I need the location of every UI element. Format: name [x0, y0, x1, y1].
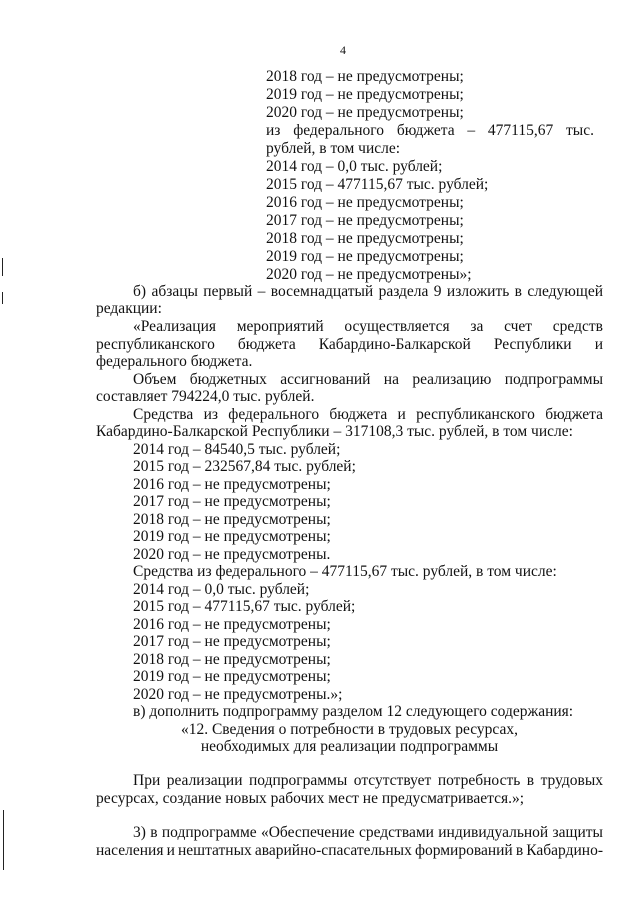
word: мероприятий	[236, 318, 324, 335]
funds-line1	[133, 406, 603, 423]
word: изложить	[446, 283, 510, 300]
word: республиканского	[96, 336, 215, 353]
word: бюджета	[237, 336, 296, 353]
item3-line2	[96, 842, 603, 859]
para-b-line1	[133, 283, 603, 300]
word: –	[257, 283, 266, 300]
word: 9	[433, 283, 442, 300]
scan-edge-mark	[2, 258, 3, 276]
line-2019-d: 2019 год – не предусмотрены;	[133, 668, 331, 685]
word: Кабардино-Балкарской	[318, 336, 471, 353]
word: 477115,67	[487, 122, 554, 139]
word: федерального	[228, 406, 320, 423]
line-2020-b: 2020 год – не предусмотрены»;	[266, 266, 472, 283]
labor-line1	[133, 772, 603, 789]
line-2018-c: 2018 год – не предусмотрены;	[133, 511, 331, 528]
word: из	[203, 406, 219, 423]
item3-line1	[133, 824, 603, 841]
line-2018-d: 2018 год – не предусмотрены;	[133, 651, 331, 668]
word: республиканского	[416, 406, 535, 423]
line-2018-b: 2018 год – не предусмотрены;	[266, 230, 464, 247]
scan-edge-mark	[2, 292, 3, 304]
line-2017-b: 2017 год – не предусмотрены;	[133, 493, 331, 510]
word: следующей	[527, 283, 603, 300]
line-rubles-a: рублей, в том числе:	[266, 140, 401, 157]
word: б)	[133, 283, 147, 300]
word: подпрограмме	[161, 824, 257, 841]
word: отсутствует	[353, 772, 432, 789]
word: защиты	[552, 824, 603, 841]
page-number: 4	[340, 43, 346, 57]
word: тыс.	[566, 122, 594, 139]
line-2020-c: 2020 год – не предусмотрены.	[133, 546, 331, 563]
line-2020-a: 2020 год – не предусмотрены;	[266, 104, 464, 121]
word: Республики	[493, 336, 572, 353]
word: федерального	[293, 122, 385, 139]
line-2019-b: 2019 год – не предусмотрены;	[266, 248, 464, 265]
word: Кабардино-	[526, 842, 603, 859]
word: подпрограммы	[504, 371, 603, 388]
line-2019-a: 2019 год – не предусмотрены;	[266, 86, 464, 103]
word: первый	[203, 283, 253, 300]
word: формирований	[414, 842, 513, 859]
quote-line1	[133, 318, 603, 335]
para-b-line2: редакции:	[96, 300, 162, 317]
word: осуществляется	[344, 318, 450, 335]
word: трудовых	[540, 772, 603, 789]
word: бюджета	[329, 406, 388, 423]
line-2016-c: 2016 год – не предусмотрены;	[133, 616, 331, 633]
word: аварийно-спасательных	[254, 842, 412, 859]
word: реализацию	[412, 371, 492, 388]
word: на	[383, 371, 399, 388]
line-2016-a: 2016 год – не предусмотрены;	[266, 194, 464, 211]
word: Средства	[133, 406, 194, 423]
funds-line2: Кабардино-Балкарской Республики – 317108,3 тыс. рублей, в том числе:	[96, 423, 573, 440]
section-heading-line1: «12. Сведения о потребности в трудовых ресурсах,	[180, 721, 519, 738]
word: абзацы	[151, 283, 198, 300]
word: восемнадцатый	[270, 283, 374, 300]
word: за	[470, 318, 484, 335]
word: в	[514, 283, 522, 300]
word: бюджета	[396, 122, 455, 139]
line-2017-c: 2017 год – не предусмотрены;	[133, 633, 331, 650]
word: «Реализация	[133, 318, 217, 335]
volume-line1	[133, 371, 603, 388]
line-2018-a: 2018 год – не предусмотрены;	[266, 68, 464, 85]
line-2014-c: 2014 год – 0,0 тыс. рублей;	[133, 581, 310, 598]
word: в	[515, 842, 524, 859]
word: счет	[504, 318, 533, 335]
line-item-v: в) дополнить подпрограмму разделом 12 следующего содержания:	[133, 703, 574, 720]
word: При	[133, 772, 161, 789]
labor-line2: ресурсах, создание новых рабочих мест не предусматривается.»;	[96, 790, 525, 807]
word: индивидуальной	[438, 824, 549, 841]
word: –	[467, 122, 476, 139]
word: и	[166, 842, 175, 859]
line-federal-b: Средства из федерального – 477115,67 тыс. рублей, в том числе:	[133, 563, 557, 580]
line-federal-a	[266, 122, 594, 139]
word: нештатных	[177, 842, 252, 859]
word: 3)	[133, 824, 146, 841]
word: «Обеспечение	[260, 824, 355, 841]
line-2015-b: 2015 год – 232567,84 тыс. рублей;	[133, 458, 356, 475]
word: реализации	[166, 772, 243, 789]
line-2019-c: 2019 год – не предусмотрены;	[133, 528, 331, 545]
word: потребность	[437, 772, 521, 789]
word: ассигнований	[280, 371, 371, 388]
volume-line2: составляет 794224,0 тыс. рублей.	[96, 388, 315, 405]
word: и	[594, 336, 603, 353]
line-2016-b: 2016 год – не предусмотрены;	[133, 476, 331, 493]
word: из	[266, 122, 281, 139]
word: в	[526, 772, 535, 789]
section-heading-line2: необходимых для реализации подпрограммы	[200, 738, 499, 755]
word: и	[397, 406, 406, 423]
line-2017-a: 2017 год – не предусмотрены;	[266, 212, 464, 229]
word: бюджета	[545, 406, 603, 423]
line-2014-b: 2014 год – 84540,5 тыс. рублей;	[133, 441, 341, 458]
scan-edge-mark	[3, 810, 4, 870]
word: подпрограммы	[248, 772, 348, 789]
line-2020-d: 2020 год – не предусмотрены.»;	[133, 686, 343, 703]
quote-line2	[96, 336, 603, 353]
word: средствами	[358, 824, 434, 841]
line-2015-c: 2015 год – 477115,67 тыс. рублей;	[133, 598, 356, 615]
word: раздела	[378, 283, 429, 300]
quote-line3: федерального бюджета.	[96, 353, 253, 370]
word: бюджетных	[189, 371, 267, 388]
word: средств	[552, 318, 603, 335]
line-2014-a: 2014 год – 0,0 тыс. рублей;	[266, 158, 443, 175]
line-2015-a: 2015 год – 477115,67 тыс. рублей;	[266, 176, 489, 193]
word: Объем	[133, 371, 177, 388]
word: населения	[96, 842, 164, 859]
word: в	[150, 824, 158, 841]
